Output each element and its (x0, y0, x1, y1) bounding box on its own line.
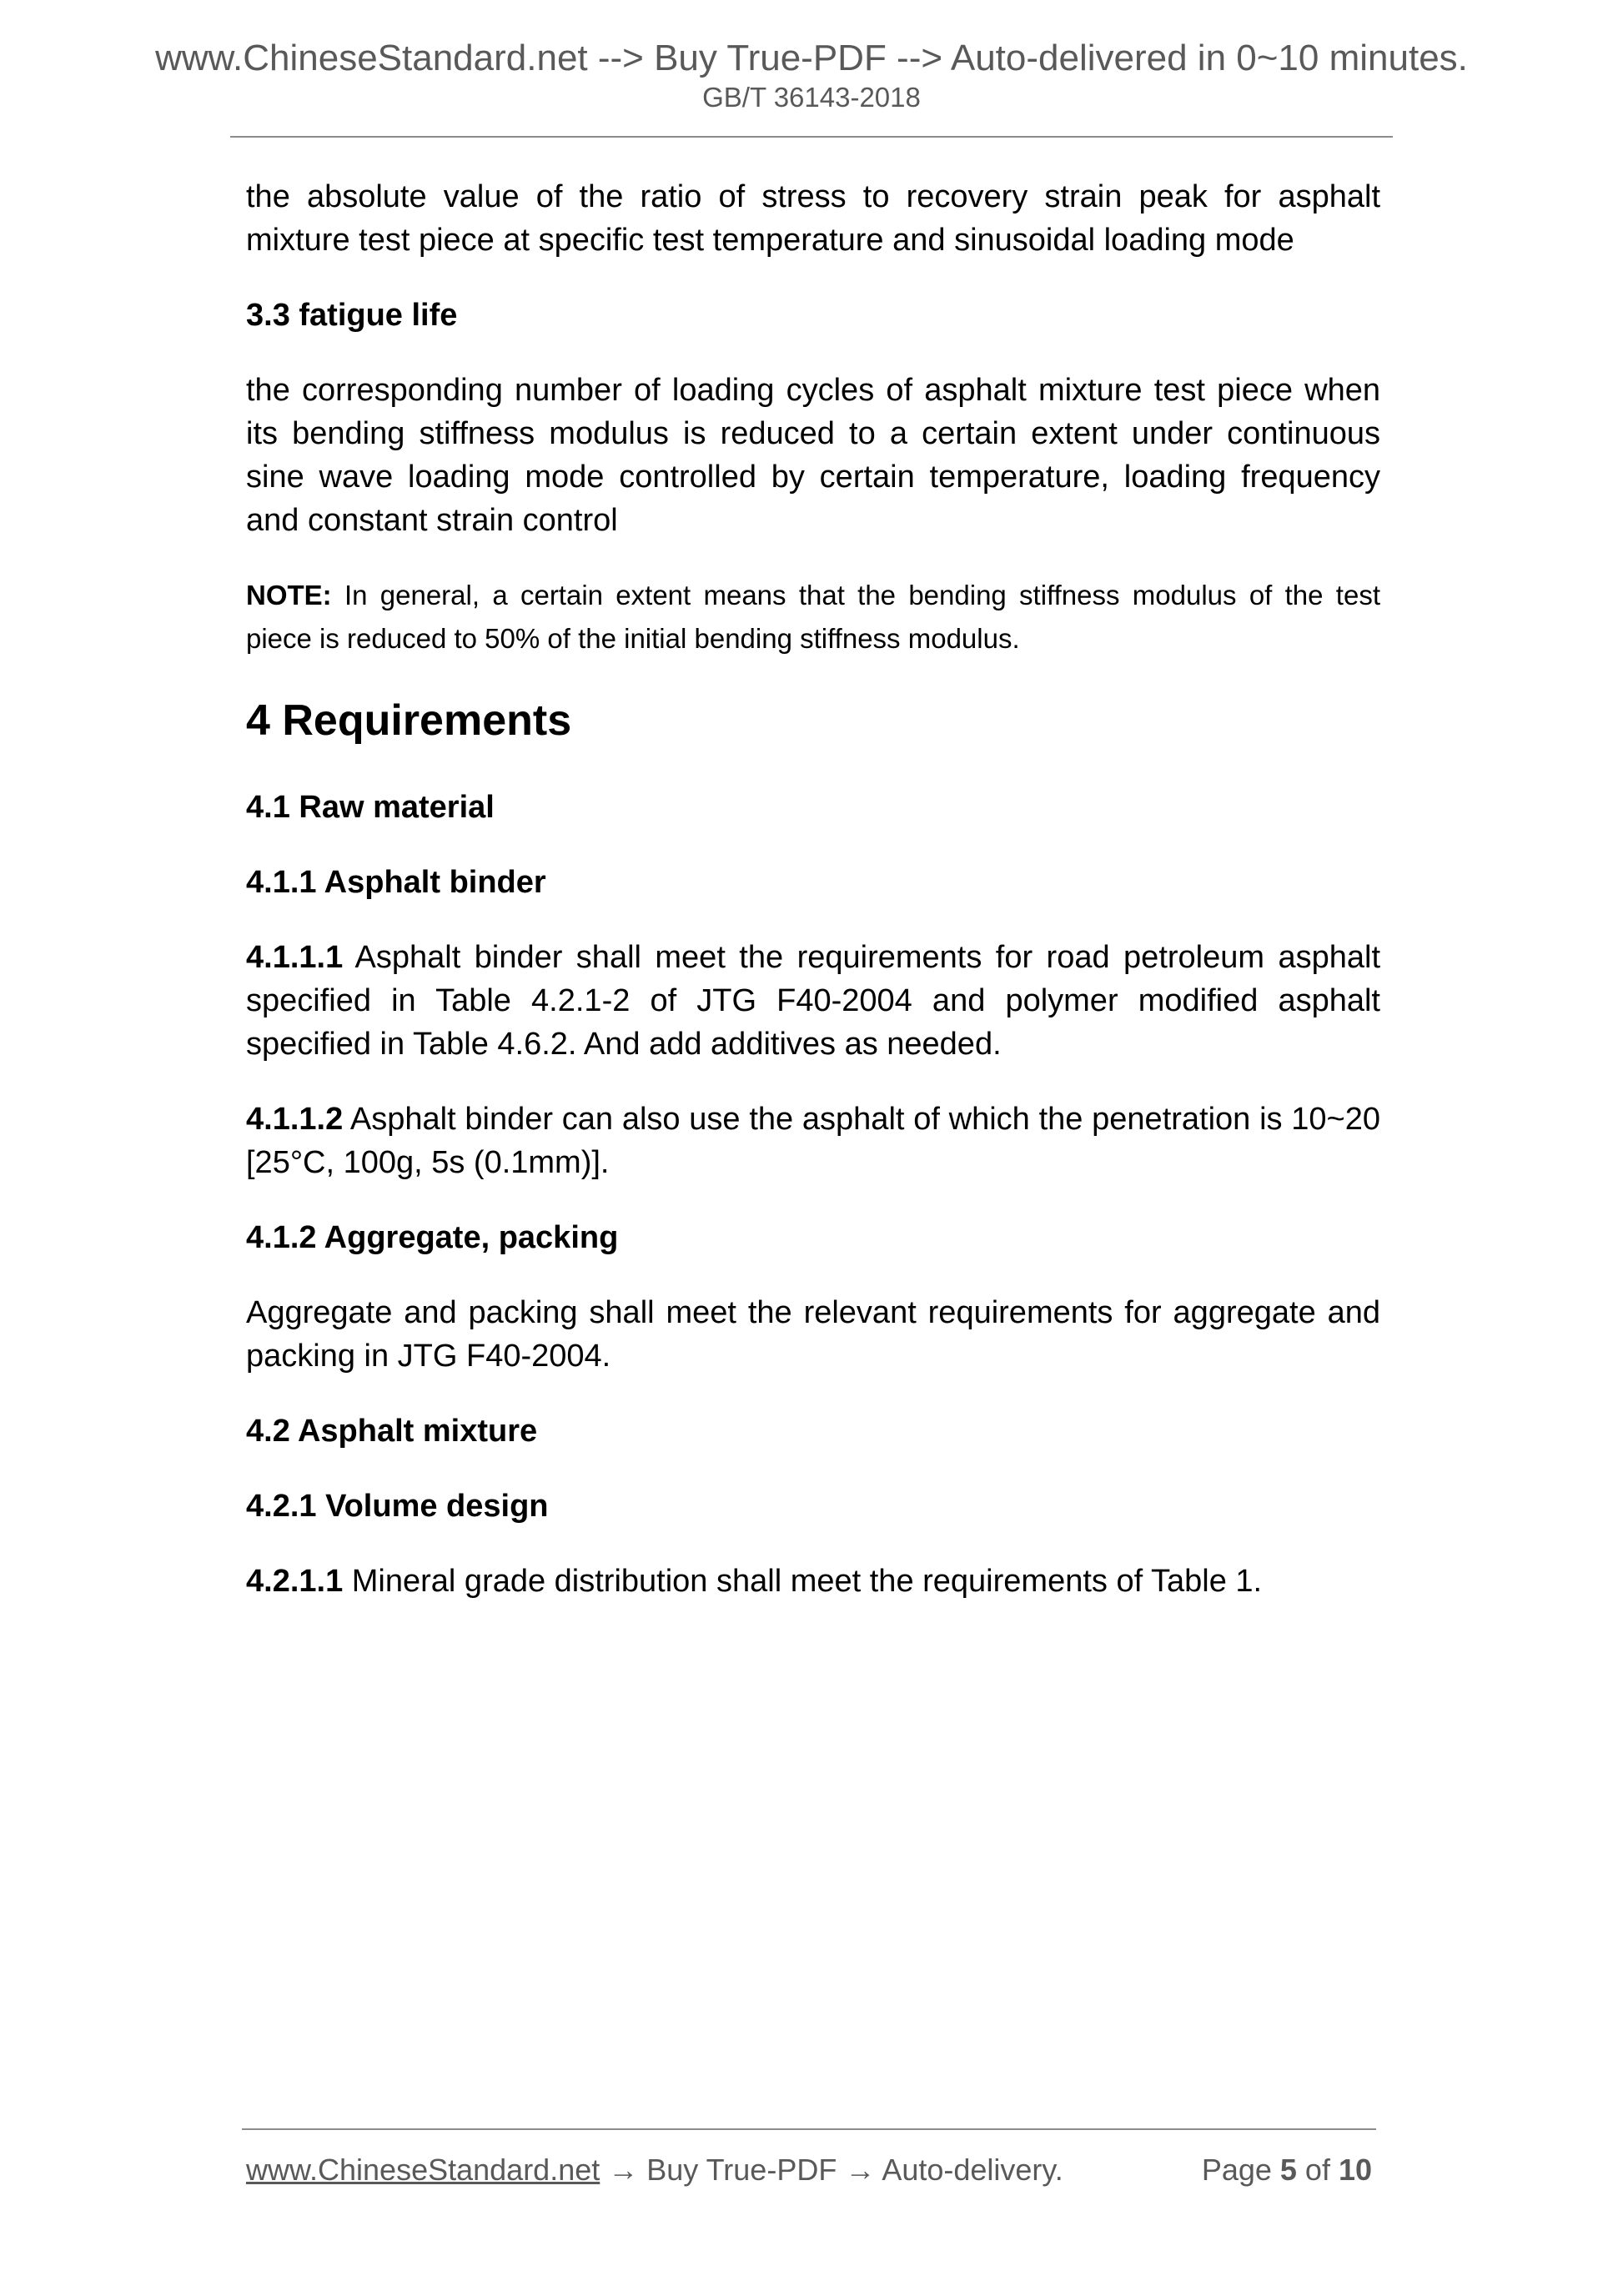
clause-text: Asphalt binder can also use the asphalt of which the penetration is 10~20 [25°C, 100g, 5s (0.1mm)]. (246, 1102, 1380, 1180)
standard-code: GB/T 36143-2018 (702, 82, 921, 113)
note-paragraph (246, 574, 1380, 661)
fatigue-life-definition: the corresponding number of loading cycles of asphalt mixture test piece when its bending stiffness modulus is reduced to a certain extent under continuous sine wave loading mode controlled by certain temperature, loading frequency and constant strain control (246, 373, 1380, 538)
section-3-3-heading: 3.3 fatigue life (246, 298, 458, 333)
section-4-2-heading: 4.2 Asphalt mixture (246, 1414, 538, 1449)
clause-text: Mineral grade distribution shall meet the requirements of Table 1. (343, 1564, 1263, 1599)
clause-text: Asphalt binder shall meet the requirements for road petroleum asphalt specified in Table 4.2.1-2 of JTG F40-2004 and polymer modified asphalt specified in Table 4.6.2. And add additives as needed. (246, 940, 1380, 1062)
clause-4-2-1-1 (246, 1560, 1380, 1603)
footer-divider (242, 2128, 1376, 2130)
stiffness-definition: the absolute value of the ratio of stress to recovery strain peak for asphalt mixture test piece at specific test temperature and sinusoidal loading mode (246, 179, 1380, 258)
clause-number: 4.1.1.2 (246, 1102, 344, 1137)
aggregate-paragraph: Aggregate and packing shall meet the relevant requirements for aggregate and packing in JTG F40-2004. (246, 1295, 1380, 1374)
note-label: NOTE: (246, 580, 332, 610)
header-divider (230, 136, 1393, 138)
page-label: Page (1201, 2153, 1280, 2187)
clause-number: 4.1.1.1 (246, 940, 344, 975)
page-footer (246, 2152, 1372, 2188)
footer-delivery-text: → Buy True-PDF → Auto-delivery. (600, 2153, 1063, 2187)
footer-delivery (246, 2152, 1063, 2188)
section-4-1-2-heading: 4.1.2 Aggregate, packing (246, 1220, 619, 1255)
page-content (246, 175, 1380, 1635)
note-text: In general, a certain extent means that the bending stiffness modulus of the test piece is reduced to 50% of the initial bending stiffness modulus. (246, 580, 1380, 654)
page-current: 5 (1279, 2153, 1297, 2187)
page-total: 10 (1338, 2153, 1372, 2187)
page-number (1202, 2152, 1372, 2188)
clause-4-1-1-2 (246, 1098, 1380, 1184)
footer-site-link[interactable]: www.ChineseStandard.net (246, 2153, 600, 2187)
section-4-heading: 4 Requirements (246, 696, 572, 745)
section-4-1-heading: 4.1 Raw material (246, 790, 495, 825)
section-4-1-1-heading: 4.1.1 Asphalt binder (246, 865, 546, 900)
top-banner: www.ChineseStandard.net --> Buy True-PDF --> Auto-delivered in 0~10 minutes. (155, 38, 1468, 78)
section-4-2-1-heading: 4.2.1 Volume design (246, 1489, 549, 1524)
clause-4-1-1-1 (246, 936, 1380, 1066)
clause-number: 4.2.1.1 (246, 1564, 344, 1599)
page-of: of (1296, 2153, 1339, 2187)
